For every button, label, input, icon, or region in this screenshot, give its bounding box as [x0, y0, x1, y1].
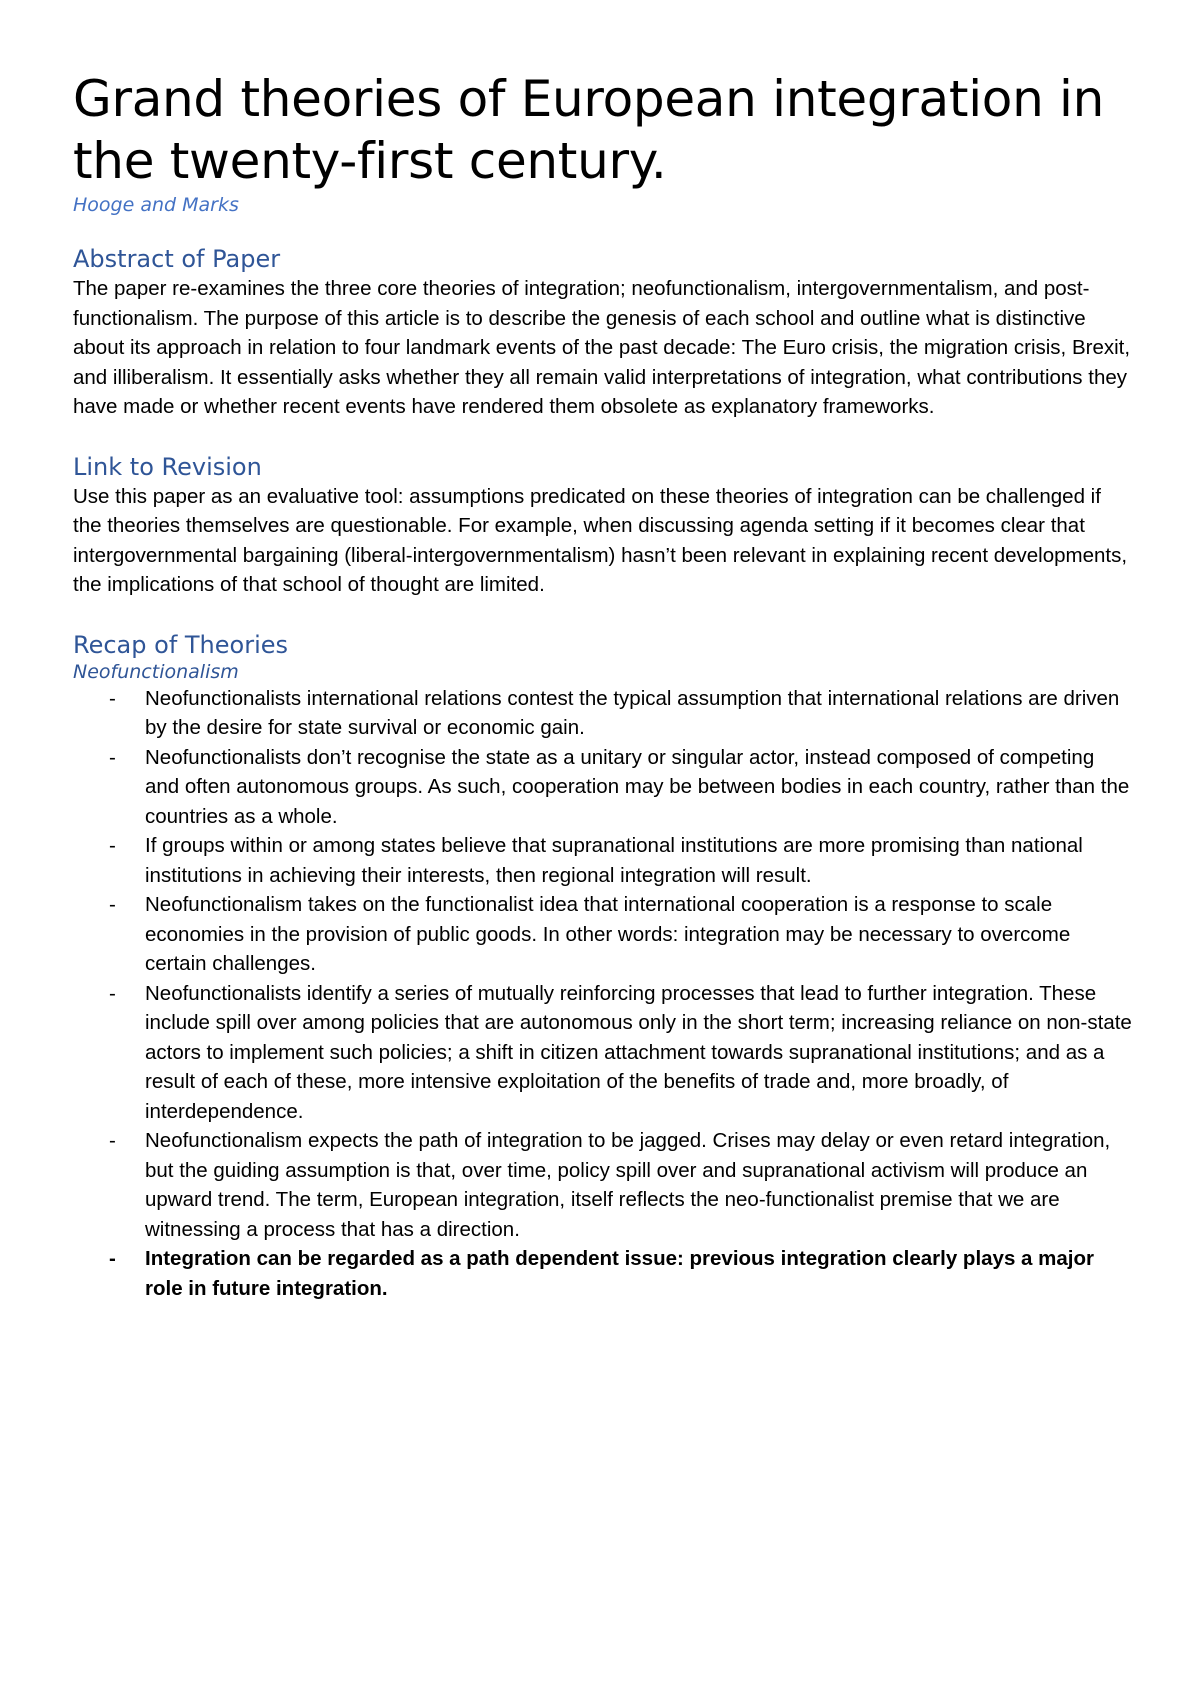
- bullet-marker: -: [109, 1129, 116, 1152]
- bullet-marker: -: [109, 745, 116, 769]
- revision-text: Use this paper as an evaluative tool: assumptions predicated on these theories of integration can be challenged if the theories themselves are questionable. For example, when discussing agenda setting if it becomes clear that intergovernmental bargaining (liberal-intergovernmentalism) hasn’t been relevant in explaining recent developments, the implications of that school of thought are limited.: [73, 484, 1128, 596]
- list-item-text: If groups within or among states believe that supranational institutions are more promising than national institutions in achieving their interests, then regional integration will result.: [145, 834, 1083, 887]
- bullet-marker: -: [109, 1247, 116, 1270]
- document-authors: Hooge and Marks: [73, 194, 239, 216]
- list-item: [73, 979, 1133, 1127]
- bullet-marker: -: [109, 981, 116, 1005]
- document-page: [73, 68, 1133, 1303]
- list-item: [73, 684, 1133, 743]
- list-item-text: Neofunctionalists international relations contest the typical assumption that international relations are driven by the desire for state survival or economic gain.: [145, 686, 1120, 739]
- neofunctionalism-subheading: Neofunctionalism: [73, 660, 239, 683]
- list-item: [73, 1126, 1133, 1244]
- bullet-marker: -: [109, 686, 116, 710]
- recap-heading: Recap of Theories: [73, 630, 289, 659]
- revision-heading: Link to Revision: [73, 452, 262, 481]
- bullet-marker: -: [109, 893, 116, 916]
- bullet-marker: -: [109, 834, 116, 857]
- neofunctionalism-list: [73, 684, 1133, 1304]
- abstract-heading: Abstract of Paper: [73, 245, 281, 273]
- list-item: [73, 743, 1133, 832]
- list-item-text: Neofunctionalists identify a series of mutually reinforcing processes that lead to further integration. These include spill over among policies that are autonomous only in the short term; increasing reliance on non-state actors to implement such policies; a shift in citizen attachment towards supranational institutions; and as a result of each of these, more intensive exploitation of the benefits of trade and, more broadly, of interdependence.: [145, 981, 1132, 1123]
- list-item: [73, 831, 1133, 890]
- list-item-text: Neofunctionalism takes on the functionalist idea that international cooperation is a response to scale economies in the provision of public goods. In other words: integration may be necessary to overcome certain challenges.: [145, 893, 1071, 975]
- list-item-text: Neofunctionalism expects the path of integration to be jagged. Crises may delay or even retard integration, but the guiding assumption is that, over time, policy spill over and supranational activism will produce an upward trend. The term, European integration, itself reflects the neo-functionalist premise that we are witnessing a process that has a direction.: [145, 1129, 1111, 1241]
- document-title: Grand theories of European integration in the twenty-first century.: [73, 70, 1105, 190]
- list-item: [73, 890, 1133, 979]
- list-item-text: Neofunctionalists don’t recognise the state as a unitary or singular actor, instead composed of competing and often autonomous groups. As such, cooperation may be between bodies in each country, rather than the countries as a whole.: [145, 745, 1130, 828]
- list-item-emphasis: [73, 1244, 1133, 1303]
- list-item-text: Integration can be regarded as a path dependent issue: previous integration clearly plays a major role in future integration.: [145, 1247, 1094, 1300]
- abstract-text: The paper re-examines the three core theories of integration; neofunctionalism, intergovernmentalism, and post-functionalism. The purpose of this article is to describe the genesis of each school and outline what is distinctive about its approach in relation to four landmark events of the past decade: The Euro crisis, the migration crisis, Brexit, and illiberalism. It essentially asks whether they all remain valid interpretations of integration, what contributions they have made or whether recent events have rendered them obsolete as explanatory frameworks.: [73, 277, 1131, 418]
